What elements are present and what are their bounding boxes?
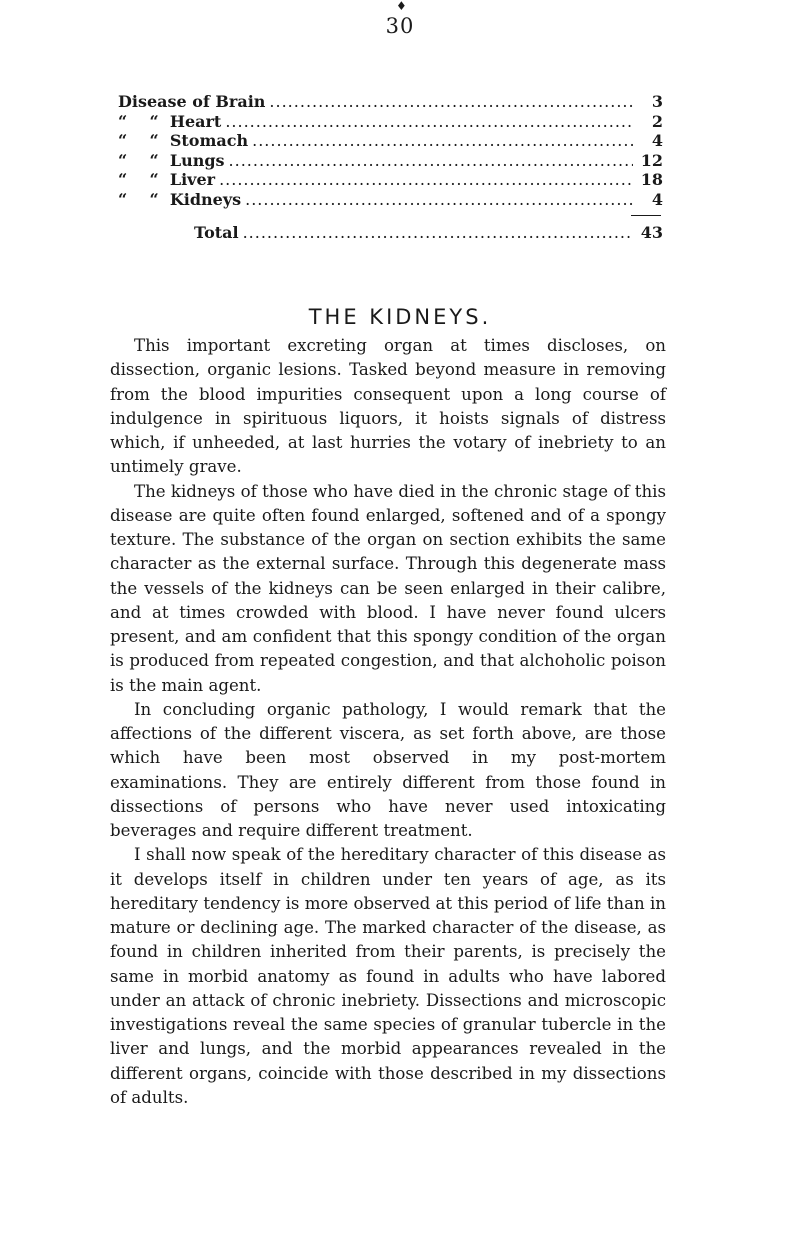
paragraph: I shall now speak of the hereditary character of this disease as it develops itself in children under ten years of age, as its hereditary tendency is more observed at this period of life than in mature or declining age. The marked character of the disease, as found in children inherited from their parents, is precisely the same in morbid anatomy as found in adults who have labored under an attack of chronic inebriety. Dissections and microscopic investigations reveal the same species of granular tubercle in the liver and lungs, and the morbid appearances revealed in the different organs, coincide with those described in my dissections of adults.	[110, 845, 666, 1107]
row-label: “ “ Lungs	[118, 150, 225, 170]
row-label: “ “ Kidneys	[118, 189, 242, 209]
row-value: 4	[651, 131, 663, 150]
row-value: 2	[651, 111, 663, 131]
paragraph: This important excreting organ at times discloses, on dissection, organic lesions. Tasked beyond measure in removing from the blood impurities consequent upon a long course of indulgence in spirituous liquors, it hoists signals of distress which, if unheeded, at last hurries the votary of inebriety to an untimely grave.	[110, 336, 666, 477]
section-heading: THE KIDNEYS.	[308, 305, 492, 330]
row-value: 3	[651, 92, 663, 111]
row-label: “ “ Stomach	[118, 131, 249, 150]
paragraph: In concluding organic pathology, I would remark that the affections of the different viscera, as set forth above, are those which have been most observed in my post-mortem examinations. They are entirely different from those found in dissections of persons who have never used intoxicating beverages and require different treatment.	[110, 699, 666, 840]
table-row	[118, 151, 663, 171]
leader-dots	[245, 190, 633, 210]
leader-dots	[229, 151, 633, 171]
total-row	[194, 223, 663, 243]
leader-dots	[252, 131, 633, 151]
printer-mark: ♦	[396, 0, 407, 13]
table-row	[118, 112, 663, 132]
sum-rule	[631, 215, 661, 216]
body-text	[110, 334, 666, 1110]
leader-dots	[269, 92, 633, 112]
table-row	[118, 170, 663, 190]
page-number: 30	[385, 14, 415, 38]
row-label: “ “ Heart	[118, 111, 222, 131]
disease-table	[118, 92, 663, 209]
leader-dots	[219, 170, 633, 190]
leader-dots	[225, 112, 633, 132]
row-label: “ “ Liver	[118, 170, 216, 189]
leader-dots	[243, 223, 633, 243]
paragraph: The kidneys of those who have died in the chronic stage of this disease are quite often found enlarged, softened and of a spongy texture. The substance of the organ on section exhibits the same character as the external surface. Through this degenerate mass the vessels of the kidneys can be seen enlarged in their calibre, and at times crowded with blood. I have never found ulcers present, and am confident that this spongy condition of the organ is produced from repeated congestion, and that alchoholic poison is the main agent.	[110, 481, 666, 695]
row-label: Disease of Brain	[118, 92, 266, 111]
row-value: 12	[640, 150, 663, 170]
total-label: Total	[194, 223, 239, 242]
row-value: 18	[640, 170, 663, 189]
table-row	[118, 190, 663, 210]
row-value: 4	[651, 189, 663, 209]
total-value: 43	[640, 223, 663, 242]
table-row	[118, 92, 663, 112]
table-row	[118, 131, 663, 151]
